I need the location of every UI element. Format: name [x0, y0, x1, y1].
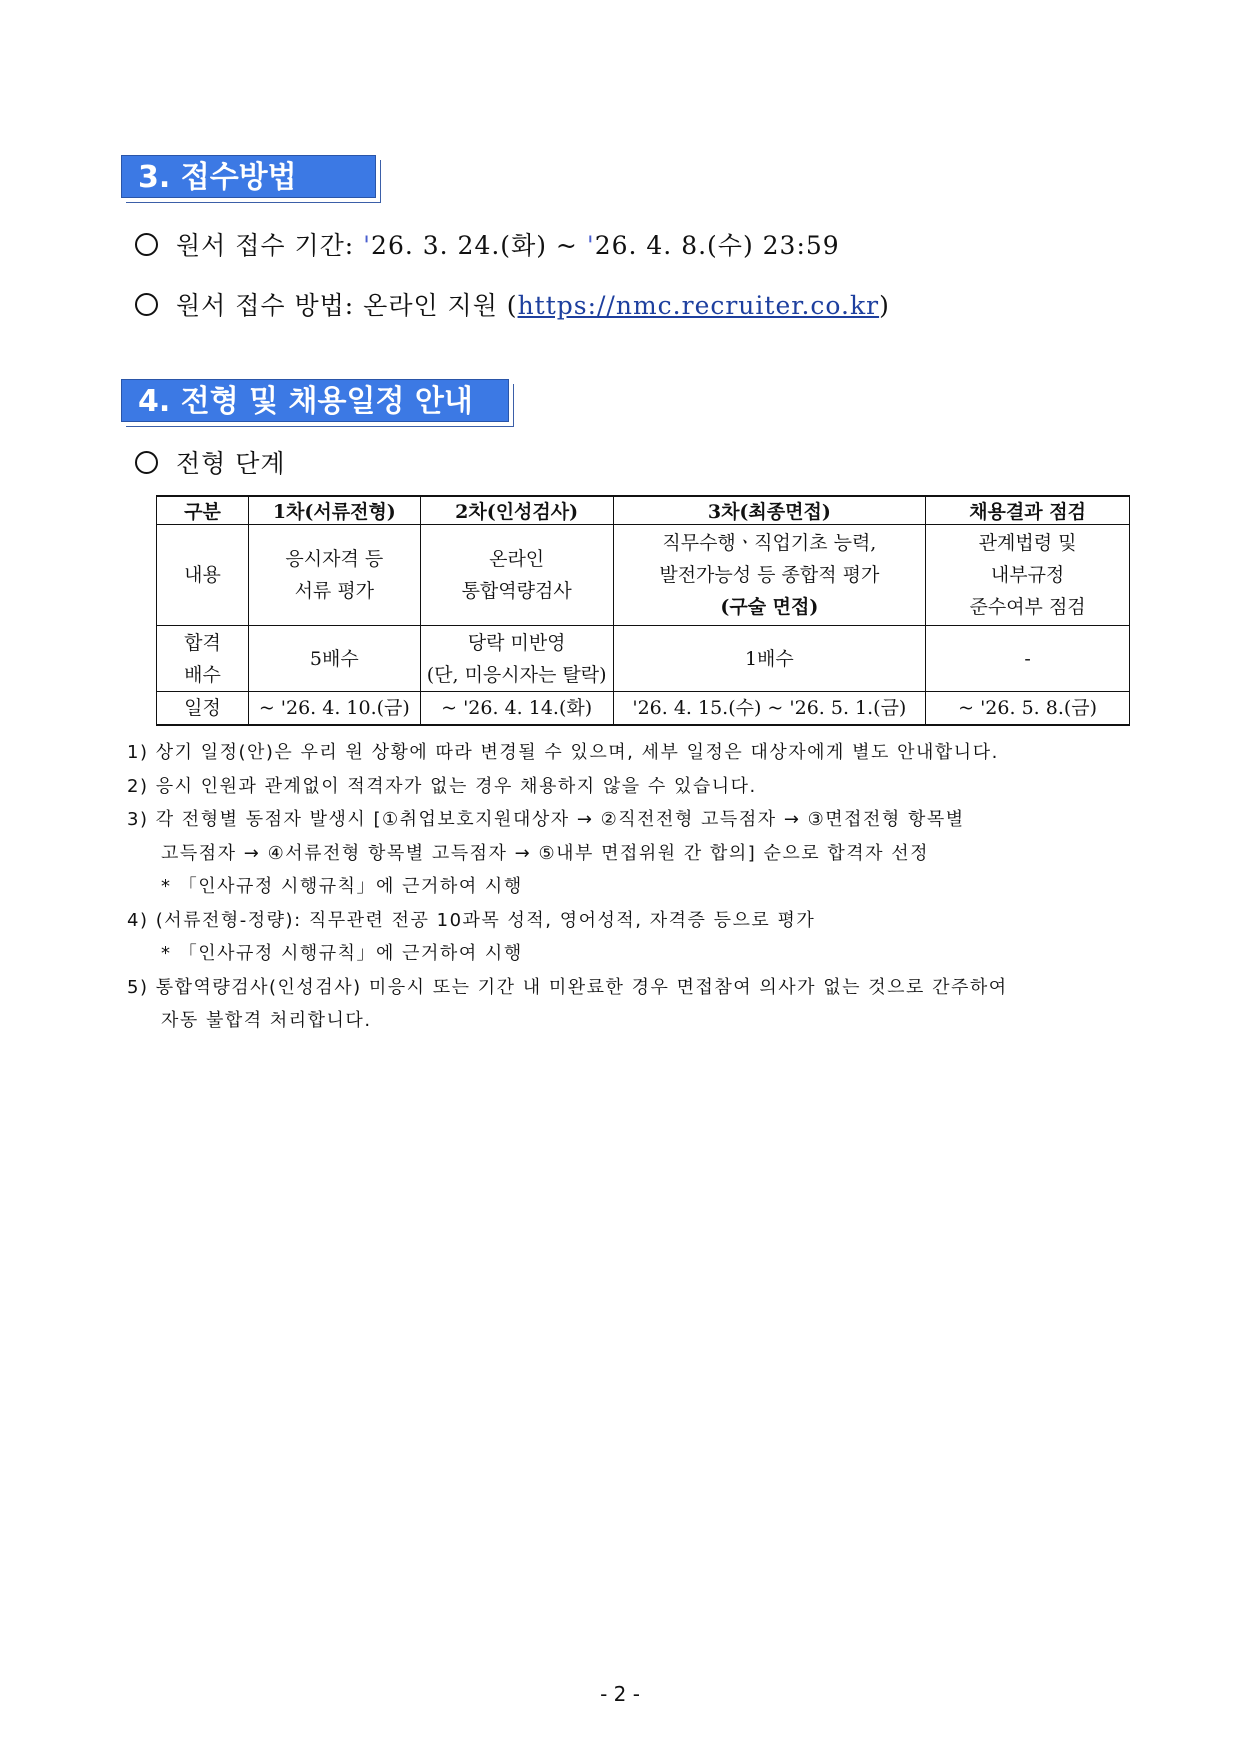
cell-line: 관계법령 및: [978, 532, 1077, 554]
table-header-row: [157, 496, 1130, 525]
cell-content-stage-3: [613, 525, 926, 626]
row-label-schedule: 일정: [157, 692, 249, 726]
cell-content-stage-1: [248, 525, 420, 626]
row-label-content: 내용: [157, 525, 249, 626]
stage-bullet-label: 전형 단계: [176, 449, 286, 478]
note-3-line-1: 3) 각 전형별 동점자 발생시 [①취업보호지원대상자 → ②직전전형 고득점자 → ③면접전형 항목별: [127, 809, 965, 830]
circle-bullet-icon: [135, 451, 158, 474]
cell-line: (구술 면접): [720, 596, 819, 618]
cell-schedule-stage-1: ~ '26. 4. 10.(금): [248, 692, 420, 726]
cell-schedule-stage-2: ~ '26. 4. 14.(화): [420, 692, 613, 726]
header-stage-1: 1차(서류전형): [248, 496, 420, 525]
cell-content-stage-2: [420, 525, 613, 626]
circle-bullet-icon: [135, 293, 158, 316]
cell-line: (단, 미응시자는 탈락): [426, 663, 607, 686]
cell-line: 직무수행ㆍ직업기초 능력,: [662, 532, 877, 554]
note-1: 1) 상기 일정(안)은 우리 원 상황에 따라 변경될 수 있으며, 세부 일정은 대상자에게 별도 안내합니다.: [127, 742, 999, 763]
note-3-line-2: 고득점자 → ④서류전형 항목별 고득점자 → ⑤내부 면접위원 간 합의] 순으로 합격자 선정: [161, 842, 930, 864]
cell-line: 준수여부 점검: [969, 596, 1086, 618]
period-end: 26. 4. 8.(수) 23:59: [594, 231, 840, 260]
header-result-check: 채용결과 점검: [926, 496, 1130, 525]
note-2: 2) 응시 인원과 관계없이 적격자가 없는 경우 채용하지 않을 수 있습니다.: [127, 775, 757, 797]
note-5-line-1: 5) 통합역량검사(인성검사) 미응시 또는 기간 내 미완료한 경우 면접참여 의사가 없는 것으로 간주하여: [127, 976, 1008, 998]
cell-line: 발전가능성 등 종합적 평가: [659, 564, 880, 586]
cell-line: 배수: [184, 663, 221, 686]
cell-pass-stage-1: 5배수: [248, 626, 420, 692]
note-3-reference: * 「인사규정 시행규칙」에 근거하여 시행: [161, 876, 523, 897]
application-period-label: 원서 접수 기간:: [176, 231, 364, 260]
section-3-heading: 3. 접수방법: [121, 155, 376, 198]
cell-pass-stage-3: 1배수: [613, 626, 926, 692]
cell-pass-result-check: -: [926, 626, 1130, 692]
cell-line: 합격: [184, 631, 221, 654]
cell-line: 내부규정: [990, 564, 1065, 586]
application-period: [135, 228, 840, 264]
cell-pass-stage-2: [420, 626, 613, 692]
cell-line: 온라인: [489, 548, 545, 570]
table-row-pass-ratio: [157, 626, 1130, 692]
application-method-suffix: ): [879, 291, 890, 320]
cell-line: 응시자격 등: [285, 548, 384, 570]
header-stage-3: 3차(최종면접): [613, 496, 926, 525]
header-category: 구분: [157, 496, 249, 525]
note-4-line-1: 4) (서류전형-정량): 직무관련 전공 10과목 성적, 영어성적, 자격증 등으로 평가: [127, 909, 816, 931]
header-stage-2: 2차(인성검사): [420, 496, 613, 525]
circle-bullet-icon: [135, 233, 158, 256]
section-4-heading: 4. 전형 및 채용일정 안내: [121, 379, 509, 422]
table-row-content: [157, 525, 1130, 626]
note-5-line-2: 자동 불합격 처리합니다.: [161, 1010, 372, 1031]
period-start: 26. 3. 24.(화) ~: [371, 231, 587, 260]
recruit-site-link[interactable]: https://nmc.recruiter.co.kr: [517, 291, 880, 320]
year-tick: ': [586, 231, 595, 260]
page-number: - 2 -: [600, 1682, 640, 1706]
application-method: [135, 288, 890, 324]
cell-line: 서류 평가: [294, 580, 375, 602]
stage-bullet: [135, 446, 286, 482]
row-label-pass-ratio: [157, 626, 249, 692]
year-tick: ': [363, 231, 372, 260]
note-4-reference: * 「인사규정 시행규칙」에 근거하여 시행: [161, 943, 523, 964]
cell-line: 당락 미반영: [467, 631, 566, 654]
cell-content-result-check: [926, 525, 1130, 626]
notes-list: [127, 736, 1127, 1038]
table-row-schedule: [157, 692, 1130, 726]
cell-schedule-result-check: ~ '26. 5. 8.(금): [926, 692, 1130, 726]
application-method-label: 원서 접수 방법: 온라인 지원 (: [176, 291, 518, 320]
cell-schedule-stage-3: '26. 4. 15.(수) ~ '26. 5. 1.(금): [613, 692, 926, 726]
stage-table: [156, 495, 1130, 726]
cell-line: 통합역량검사: [461, 580, 572, 602]
